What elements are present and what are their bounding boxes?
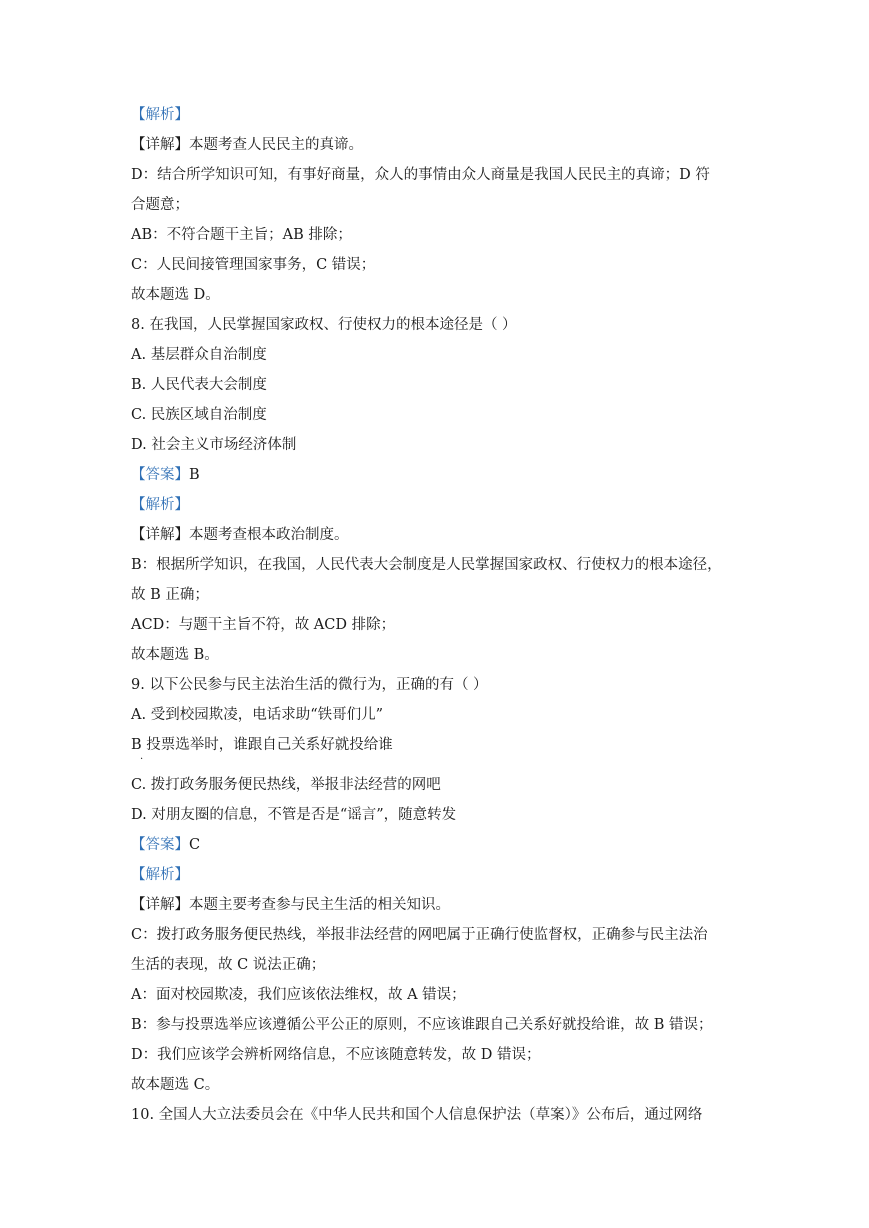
q8-b-line1: B：根据所学知识，在我国，人民代表大会制度是人民掌握国家政权、行使权力的根本途径， <box>131 557 722 573</box>
q9-option-c: C. 拨打政务服务便民热线，举报非法经营的网吧 <box>131 777 441 793</box>
q9-option-b-dot: . <box>140 751 144 762</box>
q9-c-line2: 生活的表现，故 C 说法正确； <box>131 957 326 973</box>
q9-detail <box>131 896 751 914</box>
q9-option-a: A. 受到校园欺凌，电话求助“铁哥们儿” <box>131 707 384 723</box>
q9-a-line: A：面对校园欺凌，我们应该依法维权，故 A 错误； <box>131 987 466 1003</box>
q9-detail-text: 本题主要考查参与民主生活的相关知识。 <box>189 897 450 913</box>
q9-conclusion: 故本题选 C。 <box>131 1077 220 1093</box>
q9-answer <box>131 836 751 854</box>
q8-detail <box>131 526 751 544</box>
q9-analysis-tag: 【解析】 <box>131 867 189 883</box>
q7-analysis-tag: 【解析】 <box>131 107 189 123</box>
q7-d-line1: D：结合所学知识可知，有事好商量，众人的事情由众人商量是我国人民民主的真谛；D 符 <box>131 167 710 183</box>
q7-ab-line: AB：不符合题干主旨；AB 排除； <box>131 227 352 243</box>
q8-detail-text: 本题考查根本政治制度。 <box>189 527 349 543</box>
q8-stem: 8. 在我国，人民掌握国家政权、行使权力的根本途径是（ ） <box>131 317 517 333</box>
q7-d-line2: 合题意； <box>131 197 189 213</box>
q9-c-line1: C：拨打政务服务便民热线，举报非法经营的网吧属于正确行使监督权，正确参与民主法治 <box>131 927 708 943</box>
q8-conclusion: 故本题选 B。 <box>131 647 219 663</box>
q8-option-b: B. 人民代表大会制度 <box>131 377 267 393</box>
q9-answer-tag: 【答案】 <box>131 837 189 853</box>
q8-answer-tag: 【答案】 <box>131 467 189 483</box>
q8-option-c: C. 民族区域自治制度 <box>131 407 267 423</box>
q7-c-line: C：人民间接管理国家事务，C 错误； <box>131 257 376 273</box>
q8-acd-line: ACD：与题干主旨不符，故 ACD 排除； <box>131 617 396 633</box>
q8-option-a: A. 基层群众自治制度 <box>131 347 267 363</box>
q8-analysis-tag: 【解析】 <box>131 497 189 513</box>
q8-option-d: D. 社会主义市场经济体制 <box>131 437 297 453</box>
q10-stem: 10. 全国人大立法委员会在《中华人民共和国个人信息保护法（草案）》公布后，通过网络 <box>131 1107 703 1123</box>
q9-detail-tag: 【详解】 <box>131 897 189 913</box>
q8-answer <box>131 466 751 484</box>
q9-option-d: D. 对朋友圈的信息，不管是否是“谣言”，随意转发 <box>131 807 457 823</box>
q7-detail-tag: 【详解】 <box>131 137 189 153</box>
q8-answer-value: B <box>189 467 200 483</box>
q9-answer-value: C <box>189 837 201 853</box>
q7-detail-text: 本题考查人民民主的真谛。 <box>189 137 363 153</box>
q9-stem: 9. 以下公民参与民主法治生活的微行为，正确的有（ ） <box>131 677 488 693</box>
q9-option-b: B 投票选举时，谁跟自己关系好就投给谁 <box>131 737 393 753</box>
q9-d-line: D：我们应该学会辨析网络信息，不应该随意转发，故 D 错误； <box>131 1047 541 1063</box>
q9-b-line: B：参与投票选举应该遵循公平公正的原则，不应该谁跟自己关系好就投给谁，故 B 错误； <box>131 1017 713 1033</box>
q7-conclusion: 故本题选 D。 <box>131 287 220 303</box>
q8-b-line2: 故 B 正确； <box>131 587 209 603</box>
q8-detail-tag: 【详解】 <box>131 527 189 543</box>
q7-detail <box>131 136 751 154</box>
